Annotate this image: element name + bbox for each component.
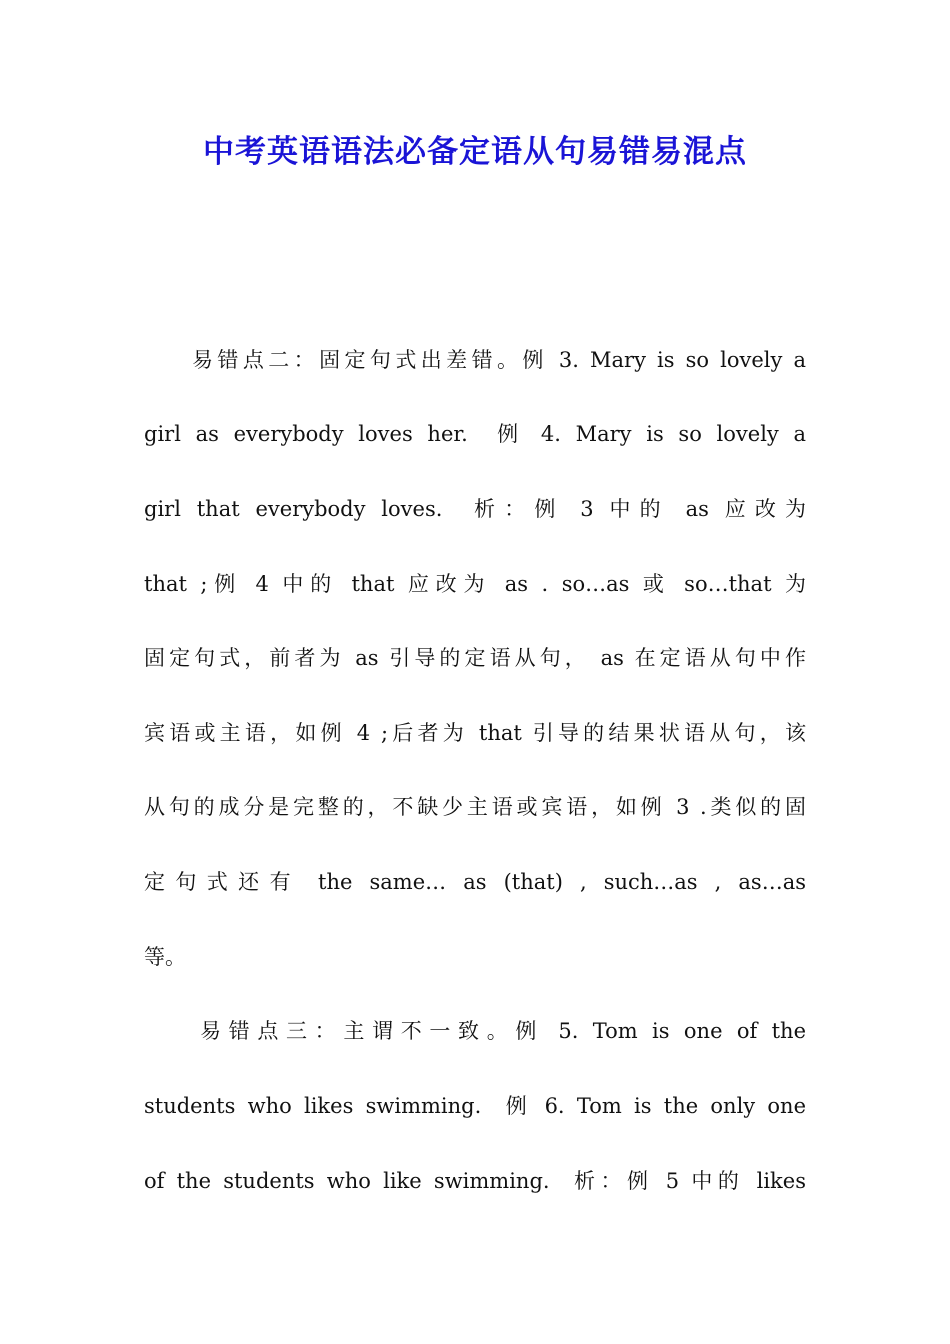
paragraph-line: 从句的成分是完整的，不缺少主语或宾语，如例 3 .类似的固 — [144, 795, 806, 819]
paragraph-line: 定句式还有 the same… as (that) , such…as , as…as — [144, 870, 806, 894]
paragraph-line: 等。 — [144, 945, 186, 969]
paragraph-line: that ;例 4 中的 that 应改为 as . so…as 或 so…that 为 — [144, 572, 806, 596]
paragraph-line: 易错点三：主谓不一致。例 5. Tom is one of the — [200, 1019, 806, 1043]
paragraph-line: girl as everybody loves her. 例 4. Mary is so lovely a — [144, 422, 806, 446]
paragraph-line: 固定句式，前者为 as 引导的定语从句， as 在定语从句中作 — [144, 646, 806, 670]
paragraph-line: of the students who like swimming. 析：例 5 中的 likes — [144, 1169, 806, 1193]
document-title: 中考英语语法必备定语从句易错易混点 — [203, 134, 747, 170]
paragraph-line: girl that everybody loves. 析：例 3 中的 as 应改为 — [144, 497, 806, 521]
paragraph-line: students who likes swimming. 例 6. Tom is the only one — [144, 1094, 806, 1118]
paragraph-line: 宾语或主语，如例 4 ;后者为 that 引导的结果状语从句，该 — [144, 721, 806, 745]
paragraph-line: 易错点二：固定句式出差错。例 3. Mary is so lovely a — [192, 348, 806, 372]
